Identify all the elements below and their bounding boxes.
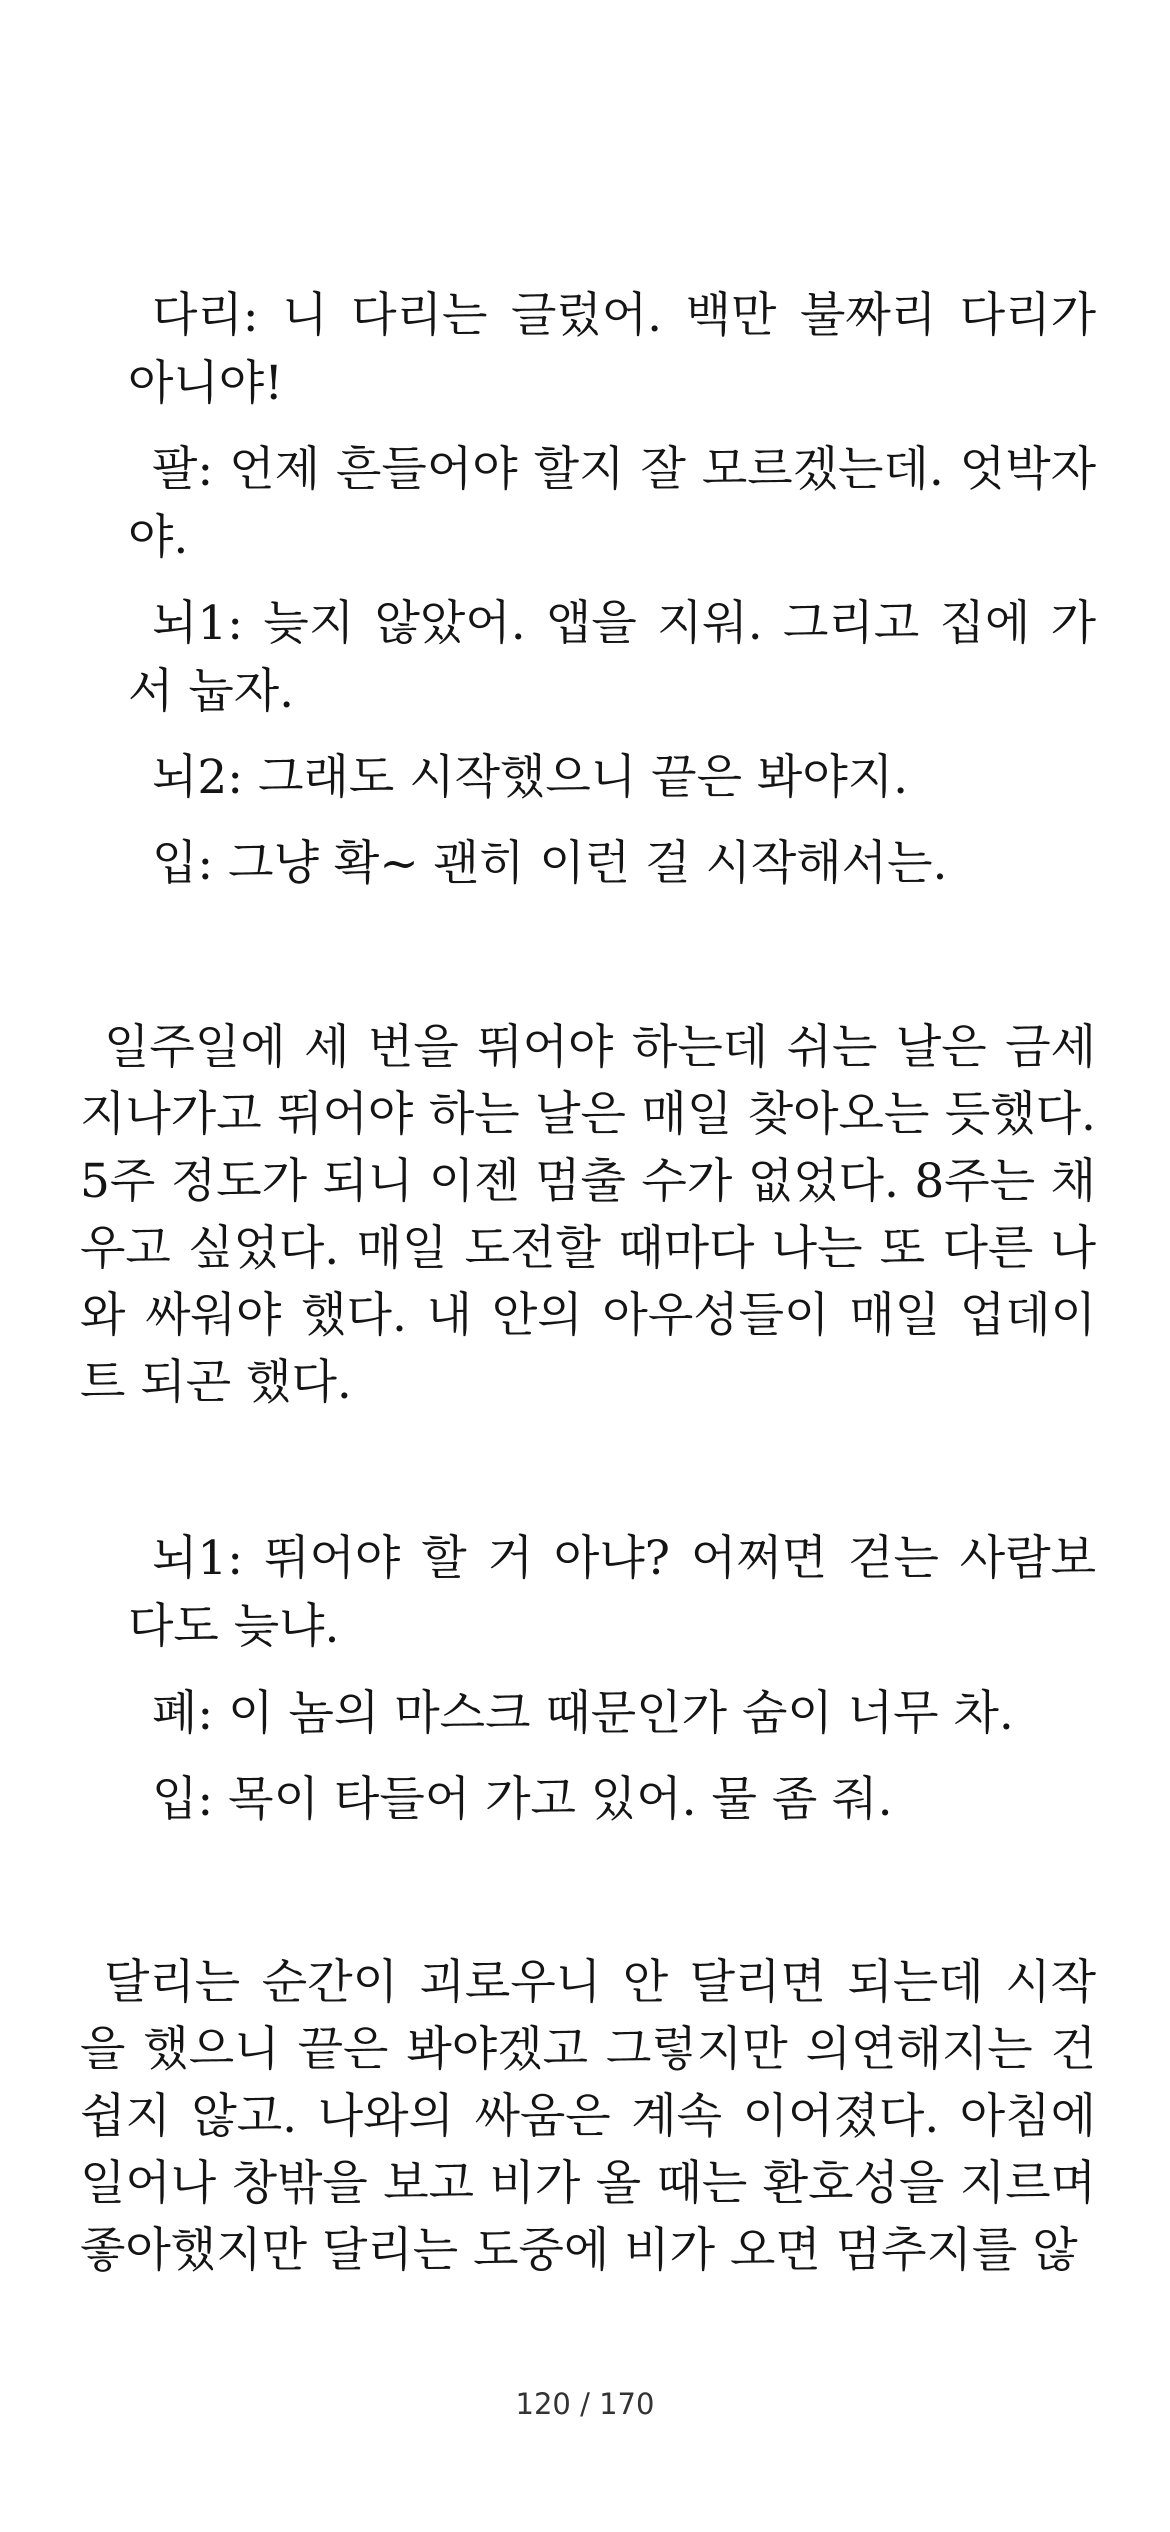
dialogue-line-arm: 팔: 언제 흔들어야 할지 잘 모르겠는데. 엇박자야. xyxy=(128,442,1096,565)
dialogue-line-brain2: 뇌2: 그래도 시작했으니 끝은 봐야지. xyxy=(152,750,909,805)
page-indicator: 120 / 170 xyxy=(515,2387,655,2421)
dialogue-line-brain1: 뇌1: 늦지 않았어. 앱을 지워. 그리고 집에 가서 눕자. xyxy=(128,596,1096,719)
body-paragraph-2: 달리는 순간이 괴로우니 안 달리면 되는데 시작을 했으니 끝은 봐야겠고 그렇지만 의연해지는 건 쉽지 않고. 나와의 싸움은 계속 이어졌다. 아침에 일어나 창밖을 보고 비가 올 때는 환호성을 지르며 좋아했지만 달리는 도중에 비가 오면 멈추지를 않 xyxy=(80,1955,1096,2278)
dialogue-line-leg: 다리: 니 다리는 글렀어. 백만 불짜리 다리가 아니야! xyxy=(128,288,1096,411)
dialogue-line-mouth-water: 입: 목이 타들어 가고 있어. 물 좀 줘. xyxy=(152,1772,893,1827)
dialogue-line-lung: 폐: 이 놈의 마스크 때문인가 숨이 너무 차. xyxy=(152,1686,1014,1741)
body-paragraph-1: 일주일에 세 번을 뛰어야 하는데 쉬는 날은 금세 지나가고 뛰어야 하는 날은 매일 찾아오는 듯했다. 5주 정도가 되니 이젠 멈출 수가 없었다. 8주는 채우고 싶었다. 매일 도전할 때마다 나는 또 다른 나와 싸워야 했다. 내 안의 아우성들이 매일 업데이트 되곤 했다. xyxy=(80,1020,1096,1410)
dialogue-line-mouth: 입: 그냥 확~ 괜히 이런 걸 시작해서는. xyxy=(152,836,948,891)
dialogue-line-brain1-run: 뇌1: 뛰어야 할 거 아냐? 어쩌면 걷는 사람보다도 늦냐. xyxy=(128,1531,1096,1654)
